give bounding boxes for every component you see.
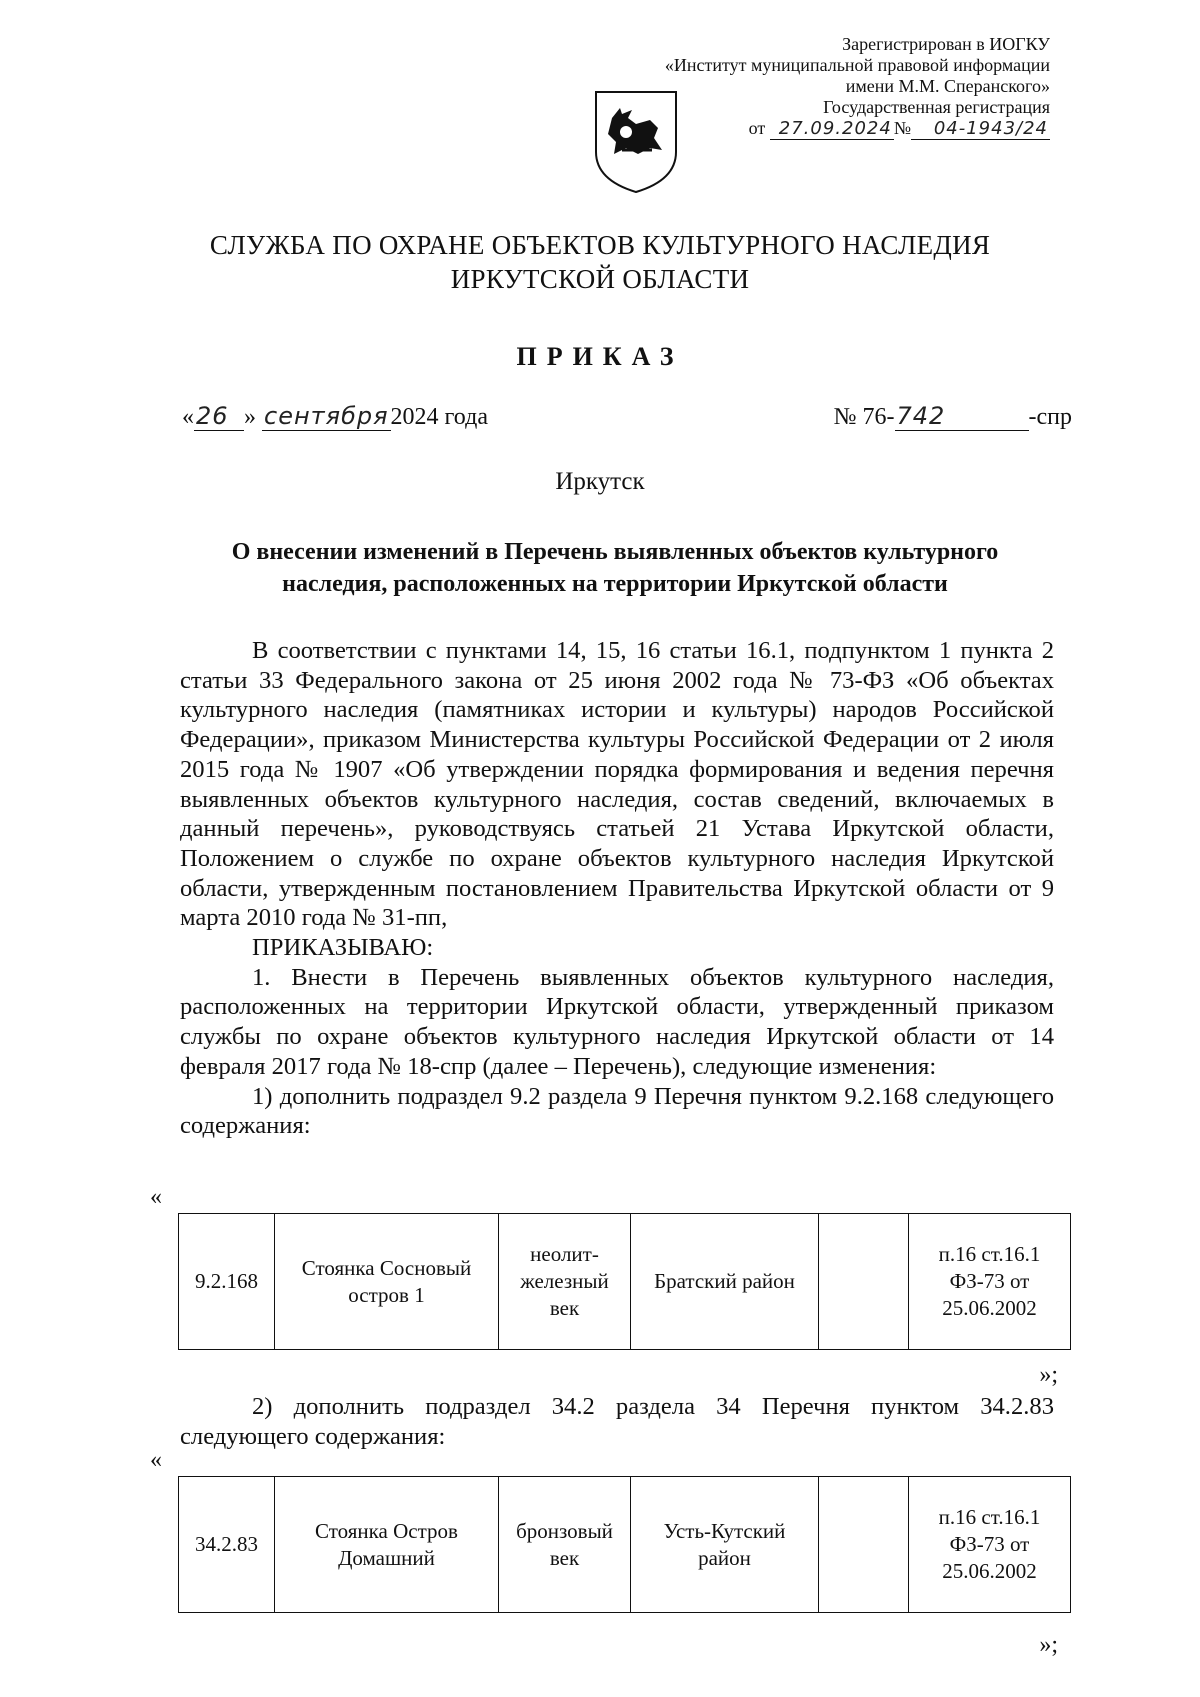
document-title-line: О внесении изменений в Перечень выявленных объектов культурного (231, 539, 999, 565)
table-row (179, 1477, 1071, 1613)
registration-from-prefix: от (748, 118, 766, 138)
entry-dating-cell: неолит-железный век (499, 1214, 631, 1350)
entry-name-cell: Стоянка Сосновый остров 1 (275, 1214, 499, 1350)
date-close-quote: » (244, 404, 256, 430)
order-year: 2024 года (390, 404, 488, 430)
registration-line: Государственная регистрация (823, 97, 1050, 117)
order-number-prefix: № 76- (833, 404, 895, 430)
entry-number-cell: 34.2.83 (179, 1477, 275, 1613)
item-1-paragraph: 1. Внести в Перечень выявленных объектов культурного наследия, расположенных на территории Иркутской области, утвержденный приказом службы по охране объектов культурного наследия Иркутской области от 14 февраля 2017 года № 18-спр (далее – Перечень), следующие изменения: (180, 963, 1054, 1080)
entry-location-cell: Усть-Кутский район (631, 1477, 819, 1613)
table1-open-quote: « (150, 1184, 162, 1210)
order-date (182, 402, 488, 431)
sub-item-1-paragraph: 1) дополнить подраздел 9.2 раздела 9 Перечня пунктом 9.2.168 следующего содержания: (180, 1082, 1054, 1140)
date-open-quote: « (182, 404, 194, 430)
table2-close-quote: »; (1039, 1632, 1058, 1658)
sub-item-2-paragraph: 2) дополнить подраздел 34.2 раздела 34 Перечня пунктом 34.2.83 следующего содержания: (180, 1393, 1054, 1450)
preamble-paragraph: В соответствии с пунктами 14, 15, 16 статьи 16.1, подпунктом 1 пункта 2 статьи 33 Федерального закона от 25 июня 2002 года № 73-ФЗ «Об объектах культурного наследия (памятниках истории и культуры) народов Российской Федерации», приказом Министерства культуры Российской Федерации от 2 июля 2015 года № 1907 «Об утверждении порядка формирования и ведения перечня выявленных объектов культурного наследия, состав сведений, включаемых в данный перечень», руководствуясь статьей 21 Устава Иркутской области, Положением о службе по охране объектов культурного наследия Иркутской области, утвержденным постановлением Правительства Иркутской области от 9 марта 2010 года № 31-пп, (180, 637, 1054, 932)
entry-basis-cell: п.16 ст.16.1 ФЗ-73 от 25.06.2002 (909, 1214, 1071, 1350)
order-number-value: 742 (895, 402, 1029, 431)
order-number (834, 402, 1072, 431)
agency-name-line: ИРКУТСКОЙ ОБЛАСТИ (450, 264, 750, 294)
registration-date: 27.09.2024 (770, 118, 894, 140)
table2-open-quote: « (150, 1447, 162, 1473)
entry-empty-cell (819, 1477, 909, 1613)
agency-name (150, 228, 1050, 296)
document-title-line: наследия, расположенных на территории Иркутской области (282, 571, 948, 597)
document-type-heading: ПРИКАЗ (516, 342, 684, 371)
registration-number-prefix: № (893, 118, 911, 138)
agency-name-line: СЛУЖБА ПО ОХРАНЕ ОБЪЕКТОВ КУЛЬТУРНОГО НАСЛЕДИЯ (209, 230, 991, 260)
document-title (175, 536, 1055, 600)
registration-number: 04-1943/24 (911, 118, 1050, 140)
city: Иркутск (555, 468, 645, 495)
order-day: 26 (194, 402, 244, 431)
coat-of-arms-icon (592, 88, 680, 196)
order-word: ПРИКАЗЫВАЮ: (252, 934, 434, 962)
order-month: сентября (264, 402, 389, 430)
order-number-suffix: -спр (1028, 404, 1072, 430)
table-row (179, 1214, 1071, 1350)
entry-dating-cell: бронзовый век (499, 1477, 631, 1613)
sub-item-2-block (180, 1392, 1054, 1451)
entry-table-2 (178, 1476, 1071, 1613)
entry-table-1 (178, 1213, 1071, 1350)
registration-line: «Институт муниципальной правовой информации (664, 55, 1050, 75)
entry-basis-cell: п.16 ст.16.1 ФЗ-73 от 25.06.2002 (909, 1477, 1071, 1613)
entry-name-cell: Стоянка Остров Домашний (275, 1477, 499, 1613)
registration-line: имени М.М. Сперанского» (845, 76, 1050, 96)
registration-line: Зарегистрирован в ИОГКУ (842, 34, 1050, 54)
table1-close-quote: »; (1039, 1362, 1058, 1388)
entry-number-cell: 9.2.168 (179, 1214, 275, 1350)
document-body (180, 636, 1054, 1141)
entry-location-cell: Братский район (631, 1214, 819, 1350)
entry-empty-cell (819, 1214, 909, 1350)
